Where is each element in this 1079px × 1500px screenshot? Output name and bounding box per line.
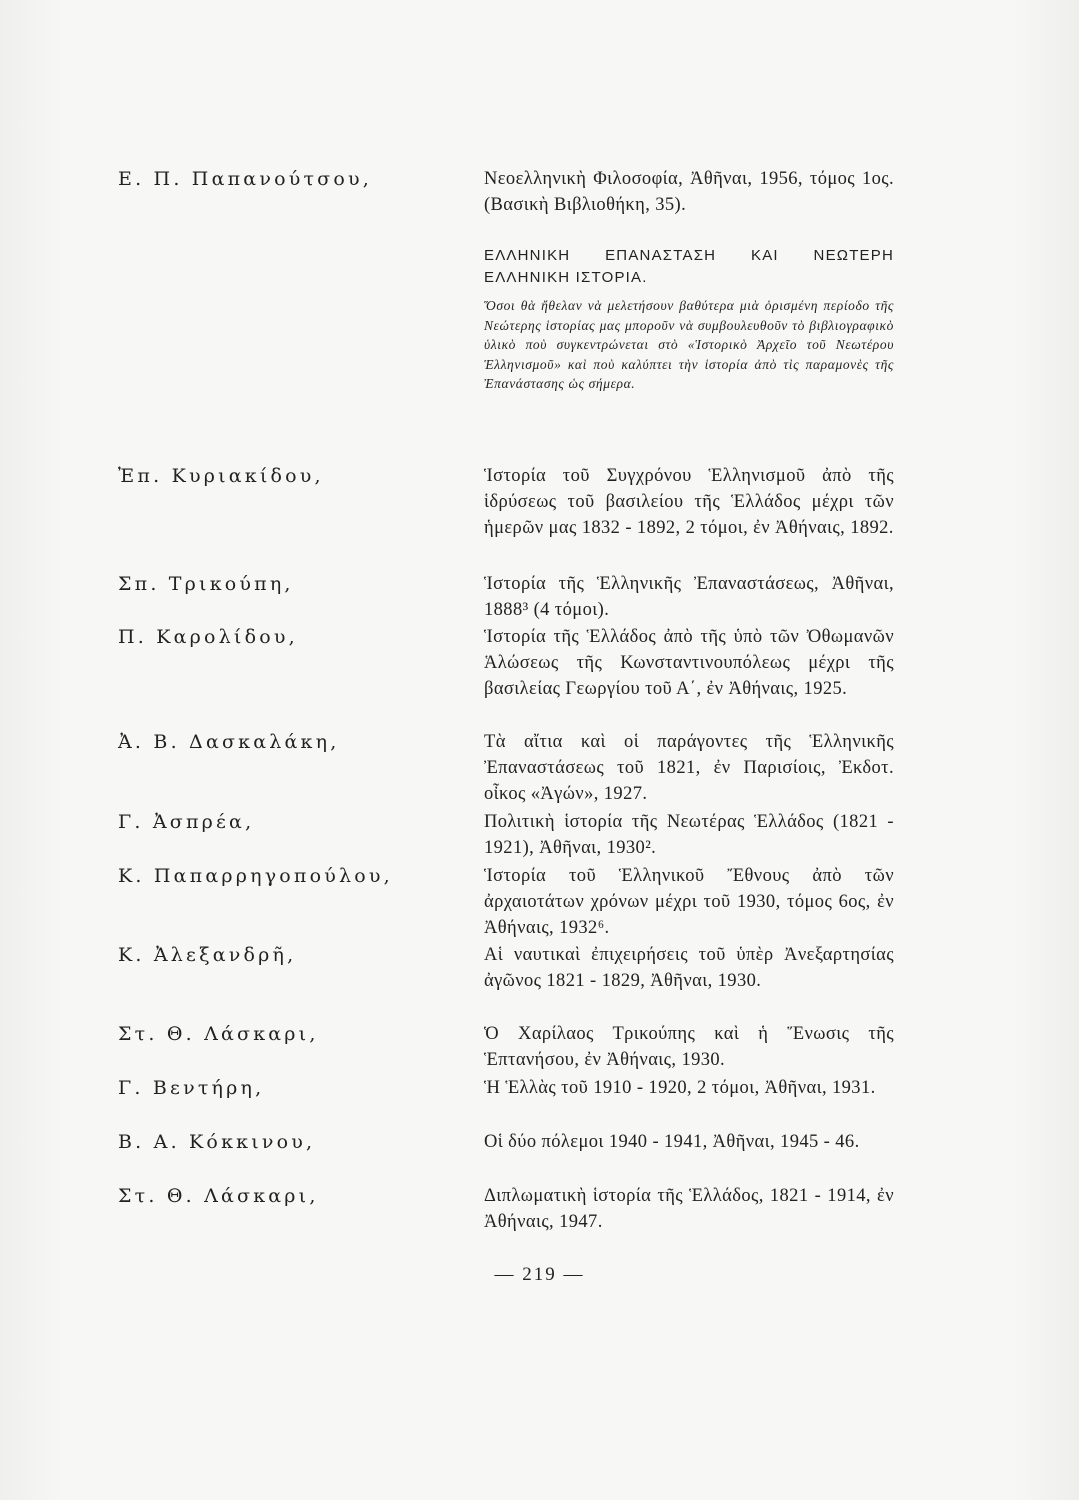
entry-author: Κ. Ἀλεξανδρῆ, <box>118 944 297 966</box>
section-heading: ΕΛΛΗΝΙΚΗ ΕΠΑΝΑΣΤΑΣΗ ΚΑΙ ΝΕΩΤΕΡΗ ΕΛΛΗΝΙΚΗ ΙΣΤΟΡΙΑ. <box>484 247 894 286</box>
entry-title: Τὰ αἴτια καὶ οἱ παράγοντες τῆς Ἑλληνικῆς Ἐπαναστάσεως τοῦ 1821, ἐν Παρισίοις, Ἐκδοτ. οἶκος «Ἀγών», 1927. <box>484 732 894 804</box>
entry-author: Σπ. Τρικούπη, <box>118 573 294 595</box>
entry-author: Π. Καρολίδου, <box>118 626 298 648</box>
entry-author: Ἐπ. Κυριακίδου, <box>118 465 324 487</box>
entry-author: Ἀ. Β. Δασκαλάκη, <box>118 731 340 753</box>
entry-author: Ε. Π. Παπανούτσου, <box>118 168 372 190</box>
section-note: Ὅσοι θὰ ἤθελαν νὰ μελετήσουν βαθύτερα μιὰ ὁρισμένη περίοδο τῆς Νεώτερης ἱστορίας μας μποροῦν νὰ συμβουλευθοῦν τὸ βιβλιογραφικὸ ὑλικὸ ποὺ συγκεντρώνεται στὸ «Ἱστορικὸ Ἀρχεῖο τοῦ Νεωτέρου Ἑλληνισμοῦ» καὶ ποὺ καλύπτει τὴν ἱστορία ἀπὸ τὶς παραμονὲς τῆς Ἐπανάστασης ὡς σήμερα. <box>484 298 894 391</box>
entry-title: Οἱ δύο πόλεμοι 1940 - 1941, Ἀθῆναι, 1945 - 46. <box>484 1132 860 1152</box>
entry-title: Ἱστορία τῆς Ἑλληνικῆς Ἐπαναστάσεως, Ἀθῆναι, 1888³ (4 τόμοι). <box>484 574 894 620</box>
entry-title: Ὁ Χαρίλαος Τρικούπης καὶ ἡ Ἕνωσις τῆς Ἑπτανήσου, ἐν Ἀθήναις, 1930. <box>484 1024 894 1070</box>
entry-title: Διπλωματικὴ ἱστορία τῆς Ἑλλάδος, 1821 - 1914, ἐν Ἀθήναις, 1947. <box>484 1186 894 1232</box>
entry-author: Στ. Θ. Λάσκαρι, <box>118 1185 319 1207</box>
entry-title: Αἱ ναυτικαὶ ἐπιχειρήσεις τοῦ ὑπὲρ Ἀνεξαρτησίας ἀγῶνος 1821 - 1829, Ἀθῆναι, 1930. <box>484 945 894 991</box>
entry-author: Κ. Παπαρρηγοπούλου, <box>118 865 393 887</box>
page-number: — 219 — <box>494 1264 585 1285</box>
entry-title: Ἡ Ἑλλὰς τοῦ 1910 - 1920, 2 τόμοι, Ἀθῆναι, 1931. <box>484 1078 876 1098</box>
entry-title: Ἱστορία τῆς Ἑλλάδος ἀπὸ τῆς ὑπὸ τῶν Ὀθωμανῶν Ἁλώσεως τῆς Κωνσταντινουπόλεως μέχρι τῆς βασιλείας Γεωργίου τοῦ Α΄, ἐν Ἀθήναις, 1925. <box>484 627 894 699</box>
entry-author: Β. Α. Κόκκινου, <box>118 1131 316 1153</box>
entry-title: Πολιτικὴ ἱστορία τῆς Νεωτέρας Ἑλλάδος (1821 - 1921), Ἀθῆναι, 1930². <box>484 812 894 858</box>
entry-author: Γ. Ἀσπρέα, <box>118 811 255 833</box>
entry-title: Νεοελληνικὴ Φιλοσοφία, Ἀθῆναι, 1956, τόμος 1ος. (Βασικὴ Βιβλιοθήκη, 35). <box>484 169 894 215</box>
entry-title: Ἱστορία τοῦ Ἑλληνικοῦ Ἔθνους ἀπὸ τῶν ἀρχαιοτάτων χρόνων μέχρι τοῦ 1930, τόμος 6ος, ἐν Ἀθήναις, 1932⁶. <box>484 866 894 938</box>
entry-author: Γ. Βεντήρη, <box>118 1077 265 1099</box>
entry-author: Στ. Θ. Λάσκαρι, <box>118 1023 319 1045</box>
entry-title: Ἱστορία τοῦ Συγχρόνου Ἑλληνισμοῦ ἀπὸ τῆς ἱδρύσεως τοῦ βασιλείου τῆς Ἑλλάδος μέχρι τῶν ἡμερῶν μας 1832 - 1892, 2 τόμοι, ἐν Ἀθήναις, 1892. <box>484 466 894 538</box>
